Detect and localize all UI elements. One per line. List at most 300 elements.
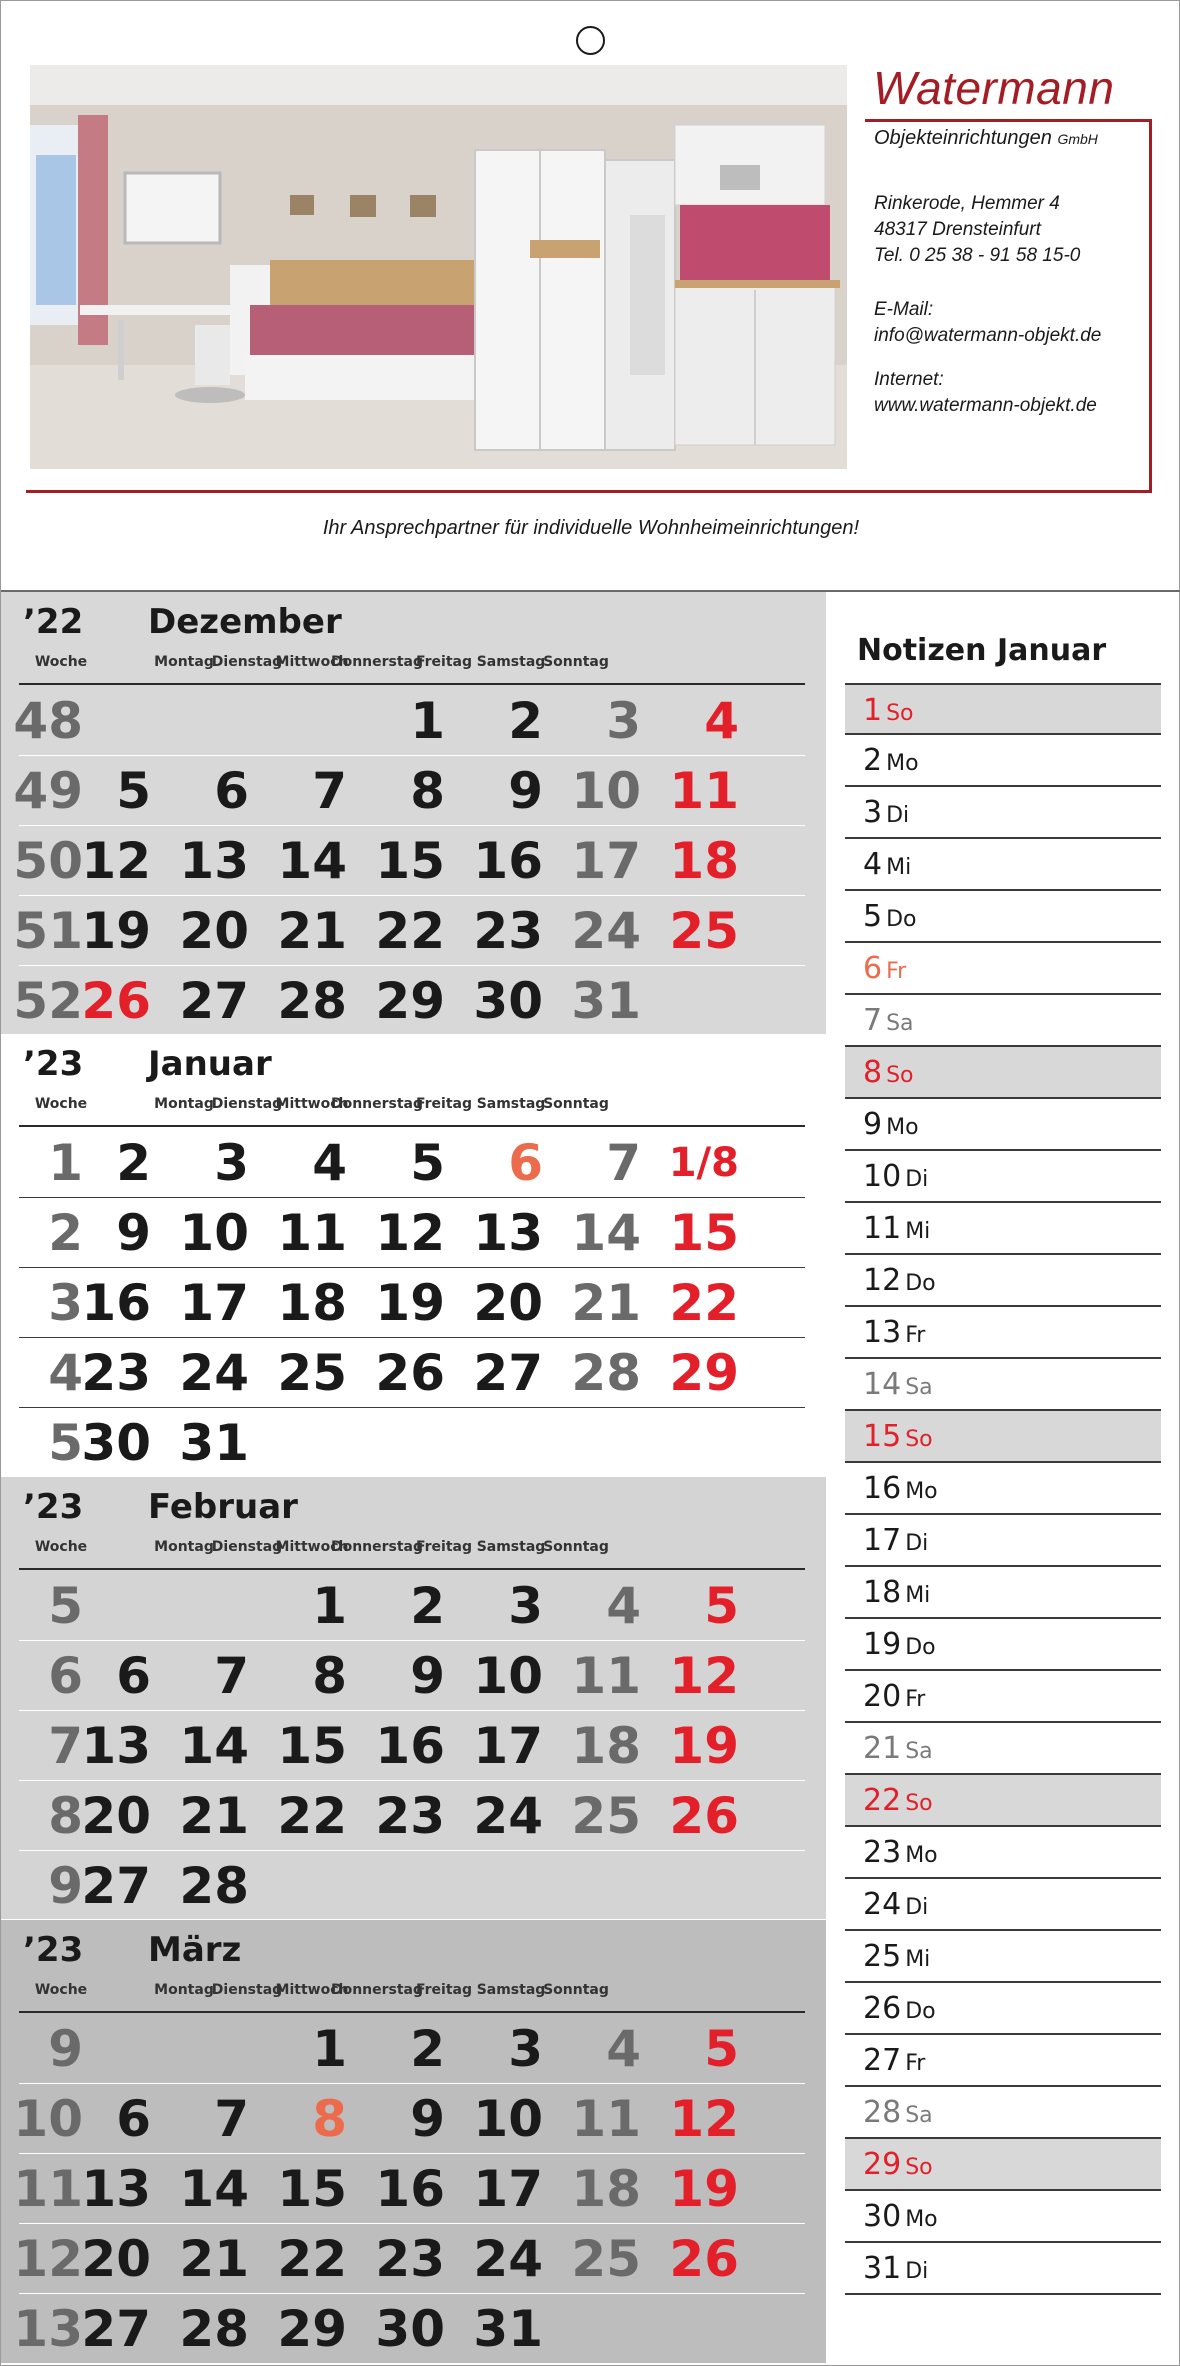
week-number: 9 (48, 2020, 83, 2078)
day-cell: 9 (116, 1204, 151, 1262)
weekday-header: Dienstag (211, 1096, 283, 1112)
week-number: 4 (48, 1344, 83, 1402)
day-cell: 21 (179, 2230, 249, 2288)
room-illustration (30, 65, 847, 469)
notes-day-row[interactable] (845, 1151, 1161, 1203)
day-cell: 10 (473, 2090, 543, 2148)
notes-weekday: Fr (905, 1687, 926, 1712)
day-cell: 7 (214, 2090, 249, 2148)
day-cell: 19 (669, 2160, 739, 2218)
notes-day-row[interactable] (845, 1567, 1161, 1619)
notes-weekday: Sa (905, 1739, 933, 1764)
day-cell: 1 (312, 2020, 347, 2078)
day-cell: 27 (81, 2300, 151, 2358)
month-name: März (148, 1930, 242, 1970)
notes-day-number: 15 (863, 1419, 902, 1454)
web-value[interactable]: www.watermann-objekt.de (874, 395, 1097, 416)
weekday-header: Dienstag (211, 1982, 283, 1998)
day-cell: 24 (571, 902, 641, 960)
day-cell: 13 (81, 1717, 151, 1775)
web-block (874, 367, 1097, 419)
day-cell: 21 (571, 1274, 641, 1332)
notes-day-number: 22 (863, 1783, 902, 1818)
day-cell: 12 (669, 1647, 739, 1705)
day-cell: 5 (704, 1577, 739, 1635)
web-label: Internet: (874, 369, 944, 390)
week-number: 6 (48, 1647, 83, 1705)
header-divider (19, 1125, 805, 1127)
day-cell: 26 (669, 1787, 739, 1845)
day-cell: 8 (312, 1647, 347, 1705)
day-cell: 31 (179, 1414, 249, 1472)
notes-weekday: Fr (905, 2051, 926, 2076)
week-number: 9 (48, 1857, 83, 1915)
notes-day-number: 30 (863, 2199, 902, 2234)
day-cell: 11 (571, 2090, 641, 2148)
day-cell: 25 (571, 2230, 641, 2288)
day-cell: 9 (410, 1647, 445, 1705)
weekday-header: Donnerstag (330, 1982, 424, 1998)
day-cell: 14 (277, 832, 347, 890)
day-cell: 24 (179, 1344, 249, 1402)
address-block (874, 191, 1080, 269)
day-cell: 19 (81, 902, 151, 960)
brand-subtitle-text: Objekteinrichtungen (874, 127, 1052, 149)
slogan: Ihr Ansprechpartner für individuelle Wohnheimeinrichtungen! (322, 517, 860, 539)
notes-weekday: Fr (886, 959, 907, 984)
week-number: 50 (13, 832, 83, 890)
notes-day-number: 6 (863, 951, 883, 986)
day-cell: 15 (375, 832, 445, 890)
header-divider (19, 1568, 805, 1570)
day-cell: 10 (179, 1204, 249, 1262)
notes-weekday: So (905, 2155, 933, 2180)
notes-weekday: So (886, 1063, 914, 1088)
day-cell: 14 (571, 1204, 641, 1262)
notes-day-number: 4 (863, 847, 883, 882)
notes-weekday: Sa (905, 2103, 933, 2128)
brand-subtitle (874, 127, 1098, 150)
day-cell: 6 (116, 1647, 151, 1705)
day-cell: 12 (81, 832, 151, 890)
notes-day-number: 28 (863, 2095, 902, 2130)
notes-day-row[interactable] (845, 1671, 1161, 1723)
day-cell: 15 (669, 1204, 739, 1262)
notes-day-row[interactable] (845, 1463, 1161, 1515)
weekday-header: Sonntag (543, 1982, 609, 1998)
day-cell: 26 (669, 2230, 739, 2288)
day-cell: 3 (508, 1577, 543, 1635)
day-cell: 16 (375, 2160, 445, 2218)
week-number: 1 (48, 1134, 83, 1192)
notes-weekday: Di (905, 2259, 929, 2284)
day-cell: 2 (410, 2020, 445, 2078)
notes-day-row[interactable] (845, 1047, 1161, 1099)
notes-weekday: Mi (905, 1583, 931, 1608)
month-year: ’23 (23, 1044, 84, 1084)
day-cell: 3 (214, 1134, 249, 1192)
day-cell: 11 (669, 762, 739, 820)
day-cell: 21 (277, 902, 347, 960)
day-cell: 27 (473, 1344, 543, 1402)
notes-day-row[interactable] (845, 1827, 1161, 1879)
day-cell: 2 (116, 1134, 151, 1192)
email-block (874, 297, 1101, 349)
day-cell: 4 (606, 2020, 641, 2078)
day-cell: 2 (508, 692, 543, 750)
notes-day-number: 27 (863, 2043, 902, 2078)
weekday-header: Mittwoch (275, 1096, 349, 1112)
day-cell: 31 (473, 2300, 543, 2358)
notes-day-number: 25 (863, 1939, 902, 1974)
notes-weekday: So (905, 1791, 933, 1816)
week-header: Woche (34, 1539, 88, 1555)
week-number: 5 (48, 1577, 83, 1635)
week-header: Woche (34, 1096, 88, 1112)
header-divider (19, 2011, 805, 2013)
day-cell: 5 (116, 762, 151, 820)
day-cell: 20 (81, 1787, 151, 1845)
day-cell: 30 (473, 972, 543, 1030)
frame-bottom-line (26, 490, 1152, 493)
day-cell: 4 (606, 1577, 641, 1635)
weekday-header: Freitag (415, 1096, 473, 1112)
day-cell: 9 (410, 2090, 445, 2148)
weekday-header: Montag (154, 1096, 214, 1112)
day-cell: 17 (179, 1274, 249, 1332)
weekday-header: Mittwoch (275, 1539, 349, 1555)
day-cell: 3 (508, 2020, 543, 2078)
notes-day-row[interactable] (845, 1411, 1161, 1463)
week-number: 11 (13, 2160, 83, 2218)
day-cell: 6 (214, 762, 249, 820)
weekday-header: Dienstag (211, 1539, 283, 1555)
day-cell: 22 (669, 1274, 739, 1332)
day-cell: 3 (606, 692, 641, 750)
day-cell: 1 (312, 1577, 347, 1635)
day-cell: 6 (116, 2090, 151, 2148)
weekday-header: Samstag (476, 1539, 546, 1555)
day-cell: 12 (375, 1204, 445, 1262)
notes-day-number: 18 (863, 1575, 902, 1610)
day-cell: 30 (375, 2300, 445, 2358)
notes-day-row[interactable] (845, 1307, 1161, 1359)
notes-day-number: 13 (863, 1315, 902, 1350)
day-cell: 23 (81, 1344, 151, 1402)
day-cell: 22 (277, 1787, 347, 1845)
hanging-hole (576, 26, 605, 55)
notes-weekday: Di (905, 1531, 929, 1556)
header-divider (19, 683, 805, 685)
notes-day-row[interactable] (845, 1203, 1161, 1255)
notes-weekday: Mo (886, 751, 919, 776)
week-number: 51 (13, 902, 83, 960)
day-cell: 29 (669, 1344, 739, 1402)
notes-weekday: Fr (905, 1323, 926, 1348)
notes-day-row[interactable] (845, 1931, 1161, 1983)
day-cell: 1 (410, 692, 445, 750)
week-number: 2 (48, 1204, 83, 1262)
day-cell: 28 (571, 1344, 641, 1402)
month-name: Februar (148, 1487, 298, 1527)
notes-day-number: 29 (863, 2147, 902, 2182)
notes-day-number: 1 (863, 693, 883, 728)
month-name: Dezember (148, 602, 342, 642)
day-cell: 16 (473, 832, 543, 890)
week-number: 12 (13, 2230, 83, 2288)
room-photo (30, 65, 847, 469)
day-cell: 24 (473, 2230, 543, 2288)
week-header: Woche (34, 1982, 88, 1998)
day-cell: 29 (375, 972, 445, 1030)
notes-day-row[interactable] (845, 1359, 1161, 1411)
week-number: 52 (13, 972, 83, 1030)
month-year: ’23 (23, 1930, 84, 1970)
day-cell: 20 (179, 902, 249, 960)
week-number: 5 (48, 1414, 83, 1472)
day-cell: 4 (312, 1134, 347, 1192)
weekday-header: Sonntag (543, 1539, 609, 1555)
notes-weekday: Di (905, 1895, 929, 1920)
week-number: 49 (13, 762, 83, 820)
notes-weekday: Mo (886, 1115, 919, 1140)
weekday-header: Montag (154, 654, 214, 670)
day-cell: 11 (277, 1204, 347, 1262)
weekday-header: Freitag (415, 1539, 473, 1555)
weekday-header: Sonntag (543, 1096, 609, 1112)
weekday-header: Freitag (415, 654, 473, 670)
notes-day-row[interactable] (845, 2191, 1161, 2243)
notes-weekday: Mi (905, 1219, 931, 1244)
day-cell: 25 (277, 1344, 347, 1402)
day-cell: 31 (571, 972, 641, 1030)
day-cell: 7 (312, 762, 347, 820)
brand-name: Watermann (873, 62, 1115, 114)
notes-day-number: 8 (863, 1055, 883, 1090)
notes-day-number: 31 (863, 2251, 902, 2286)
day-cell: 14 (179, 1717, 249, 1775)
day-cell: 19 (375, 1274, 445, 1332)
month-year: ’22 (23, 602, 84, 642)
weekday-header: Mittwoch (275, 1982, 349, 1998)
notes-day-number: 5 (863, 899, 883, 934)
notes-day-row[interactable] (845, 787, 1161, 839)
notes-day-number: 11 (863, 1211, 902, 1246)
notes-day-row[interactable] (845, 683, 1161, 735)
week-number: 13 (13, 2300, 83, 2358)
day-cell: 29 (277, 2300, 347, 2358)
notes-weekday: Di (905, 1167, 929, 1192)
notes-day-row[interactable] (845, 2139, 1161, 2191)
day-cell: 27 (81, 1857, 151, 1915)
day-cell: 22 (375, 902, 445, 960)
weekday-header: Montag (154, 1982, 214, 1998)
day-cell: 23 (375, 2230, 445, 2288)
day-cell: 8 (312, 2090, 347, 2148)
day-cell: 19 (669, 1717, 739, 1775)
notes-weekday: Do (905, 1635, 936, 1660)
notes-day-row[interactable] (845, 2035, 1161, 2087)
day-cell: 30 (81, 1414, 151, 1472)
day-cell: 8 (410, 762, 445, 820)
day-cell: 10 (473, 1647, 543, 1705)
notes-weekday: Mo (905, 1843, 938, 1868)
week-number: 10 (13, 2090, 83, 2148)
notes-day-row[interactable] (845, 1879, 1161, 1931)
address-street: Rinkerode, Hemmer 4 (874, 193, 1060, 214)
notes-day-number: 14 (863, 1367, 902, 1402)
address-phone: Tel. 0 25 38 - 91 58 15-0 (874, 245, 1081, 266)
notes-day-number: 17 (863, 1523, 902, 1558)
weekday-header: Samstag (476, 654, 546, 670)
notes-weekday: Sa (905, 1375, 933, 1400)
week-number: 48 (13, 692, 83, 750)
weekday-header: Samstag (476, 1096, 546, 1112)
notes-weekday: Do (905, 1999, 936, 2024)
email-label: E-Mail: (874, 299, 934, 320)
notes-list (845, 683, 1161, 2295)
notes-day-row[interactable] (845, 2243, 1161, 2295)
notes-weekday: Mi (886, 855, 912, 880)
day-cell: 25 (571, 1787, 641, 1845)
day-cell: 21 (179, 1787, 249, 1845)
day-cell: 17 (473, 2160, 543, 2218)
notes-day-row[interactable] (845, 735, 1161, 787)
weekday-header: Donnerstag (330, 1539, 424, 1555)
day-cell: 28 (179, 2300, 249, 2358)
day-cell: 22 (277, 2230, 347, 2288)
notes-day-row[interactable] (845, 839, 1161, 891)
weekday-header: Donnerstag (330, 1096, 424, 1112)
month-block-januar (1, 1034, 826, 1476)
month-block-dezember (1, 592, 826, 1034)
notes-day-number: 26 (863, 1991, 902, 2026)
brand-legal-form: GmbH (1057, 131, 1098, 147)
notes-day-row[interactable] (845, 1099, 1161, 1151)
day-cell: 26 (81, 972, 151, 1030)
day-cell: 5 (704, 2020, 739, 2078)
notes-weekday: Mo (905, 2207, 938, 2232)
day-cell: 18 (571, 2160, 641, 2218)
email-value[interactable]: info@watermann-objekt.de (874, 325, 1102, 346)
day-cell: 5 (410, 1134, 445, 1192)
day-cell: 11 (571, 1647, 641, 1705)
month-block-februar (1, 1477, 826, 1919)
month-block-maerz (1, 1920, 826, 2363)
day-cell: 9 (508, 762, 543, 820)
week-number: 8 (48, 1787, 83, 1845)
notes-column (845, 621, 1161, 2295)
weekday-header: Dienstag (211, 654, 283, 670)
notes-day-number: 23 (863, 1835, 902, 1870)
notes-weekday: Mi (905, 1947, 931, 1972)
notes-day-row[interactable] (845, 1775, 1161, 1827)
day-cell: 10 (571, 762, 641, 820)
month-name: Januar (148, 1044, 272, 1084)
notes-weekday: So (905, 1427, 933, 1452)
day-cell: 13 (81, 2160, 151, 2218)
day-cell: 24 (473, 1787, 543, 1845)
day-cell: 23 (473, 902, 543, 960)
notes-day-number: 19 (863, 1627, 902, 1662)
day-cell: 28 (277, 972, 347, 1030)
day-cell: 23 (375, 1787, 445, 1845)
week-number: 3 (48, 1274, 83, 1332)
day-cell: 13 (179, 832, 249, 890)
day-cell: 6 (508, 1134, 543, 1192)
notes-day-row[interactable] (845, 1983, 1161, 2035)
notes-day-number: 9 (863, 1107, 883, 1142)
week-number: 7 (48, 1717, 83, 1775)
day-cell: 18 (571, 1717, 641, 1775)
day-cell: 4 (704, 692, 739, 750)
address-city: 48317 Drensteinfurt (874, 219, 1041, 240)
day-cell: 14 (179, 2160, 249, 2218)
frame-right-line (1149, 119, 1152, 493)
notes-day-number: 7 (863, 1003, 883, 1038)
notes-day-number: 10 (863, 1159, 902, 1194)
day-cell: 20 (81, 2230, 151, 2288)
day-cell: 15 (277, 2160, 347, 2218)
notes-day-row[interactable] (845, 943, 1161, 995)
notes-day-number: 12 (863, 1263, 902, 1298)
notes-day-number: 2 (863, 743, 883, 778)
notes-day-row[interactable] (845, 1619, 1161, 1671)
weekday-header: Donnerstag (330, 654, 424, 670)
notes-weekday: Sa (886, 1011, 914, 1036)
notes-day-number: 20 (863, 1679, 902, 1714)
day-cell: 13 (473, 1204, 543, 1262)
notes-day-row[interactable] (845, 2087, 1161, 2139)
day-cell: 15 (277, 1717, 347, 1775)
day-cell: 7 (606, 1134, 641, 1192)
notes-day-row[interactable] (845, 891, 1161, 943)
month-year: ’23 (23, 1487, 84, 1527)
day-cell: 26 (375, 1344, 445, 1402)
notes-weekday: Do (905, 1271, 936, 1296)
day-cell: 20 (473, 1274, 543, 1332)
notes-day-row[interactable] (845, 1255, 1161, 1307)
notes-weekday: Mo (905, 1479, 938, 1504)
notes-title: Notizen Januar (857, 633, 1107, 668)
day-cell: 12 (669, 2090, 739, 2148)
day-cell: 17 (473, 1717, 543, 1775)
notes-day-row[interactable] (845, 1515, 1161, 1567)
day-cell: 18 (277, 1274, 347, 1332)
day-cell: 28 (179, 1857, 249, 1915)
notes-day-row[interactable] (845, 1723, 1161, 1775)
weekday-header: Freitag (415, 1982, 473, 1998)
day-cell: 25 (669, 902, 739, 960)
day-cell: 17 (571, 832, 641, 890)
weekday-header: Sonntag (543, 654, 609, 670)
day-cell: 7 (214, 1647, 249, 1705)
notes-day-number: 21 (863, 1731, 902, 1766)
notes-day-number: 24 (863, 1887, 902, 1922)
day-cell: 27 (179, 972, 249, 1030)
brand-underline (865, 119, 1152, 122)
day-cell: 1/8 (668, 1140, 739, 1186)
notes-weekday: Di (886, 803, 910, 828)
notes-weekday: So (886, 701, 914, 726)
day-cell: 18 (669, 832, 739, 890)
notes-day-row[interactable] (845, 995, 1161, 1047)
weekday-header: Montag (154, 1539, 214, 1555)
notes-day-number: 3 (863, 795, 883, 830)
day-cell: 16 (375, 1717, 445, 1775)
weekday-header: Mittwoch (275, 654, 349, 670)
notes-weekday: Do (886, 907, 917, 932)
